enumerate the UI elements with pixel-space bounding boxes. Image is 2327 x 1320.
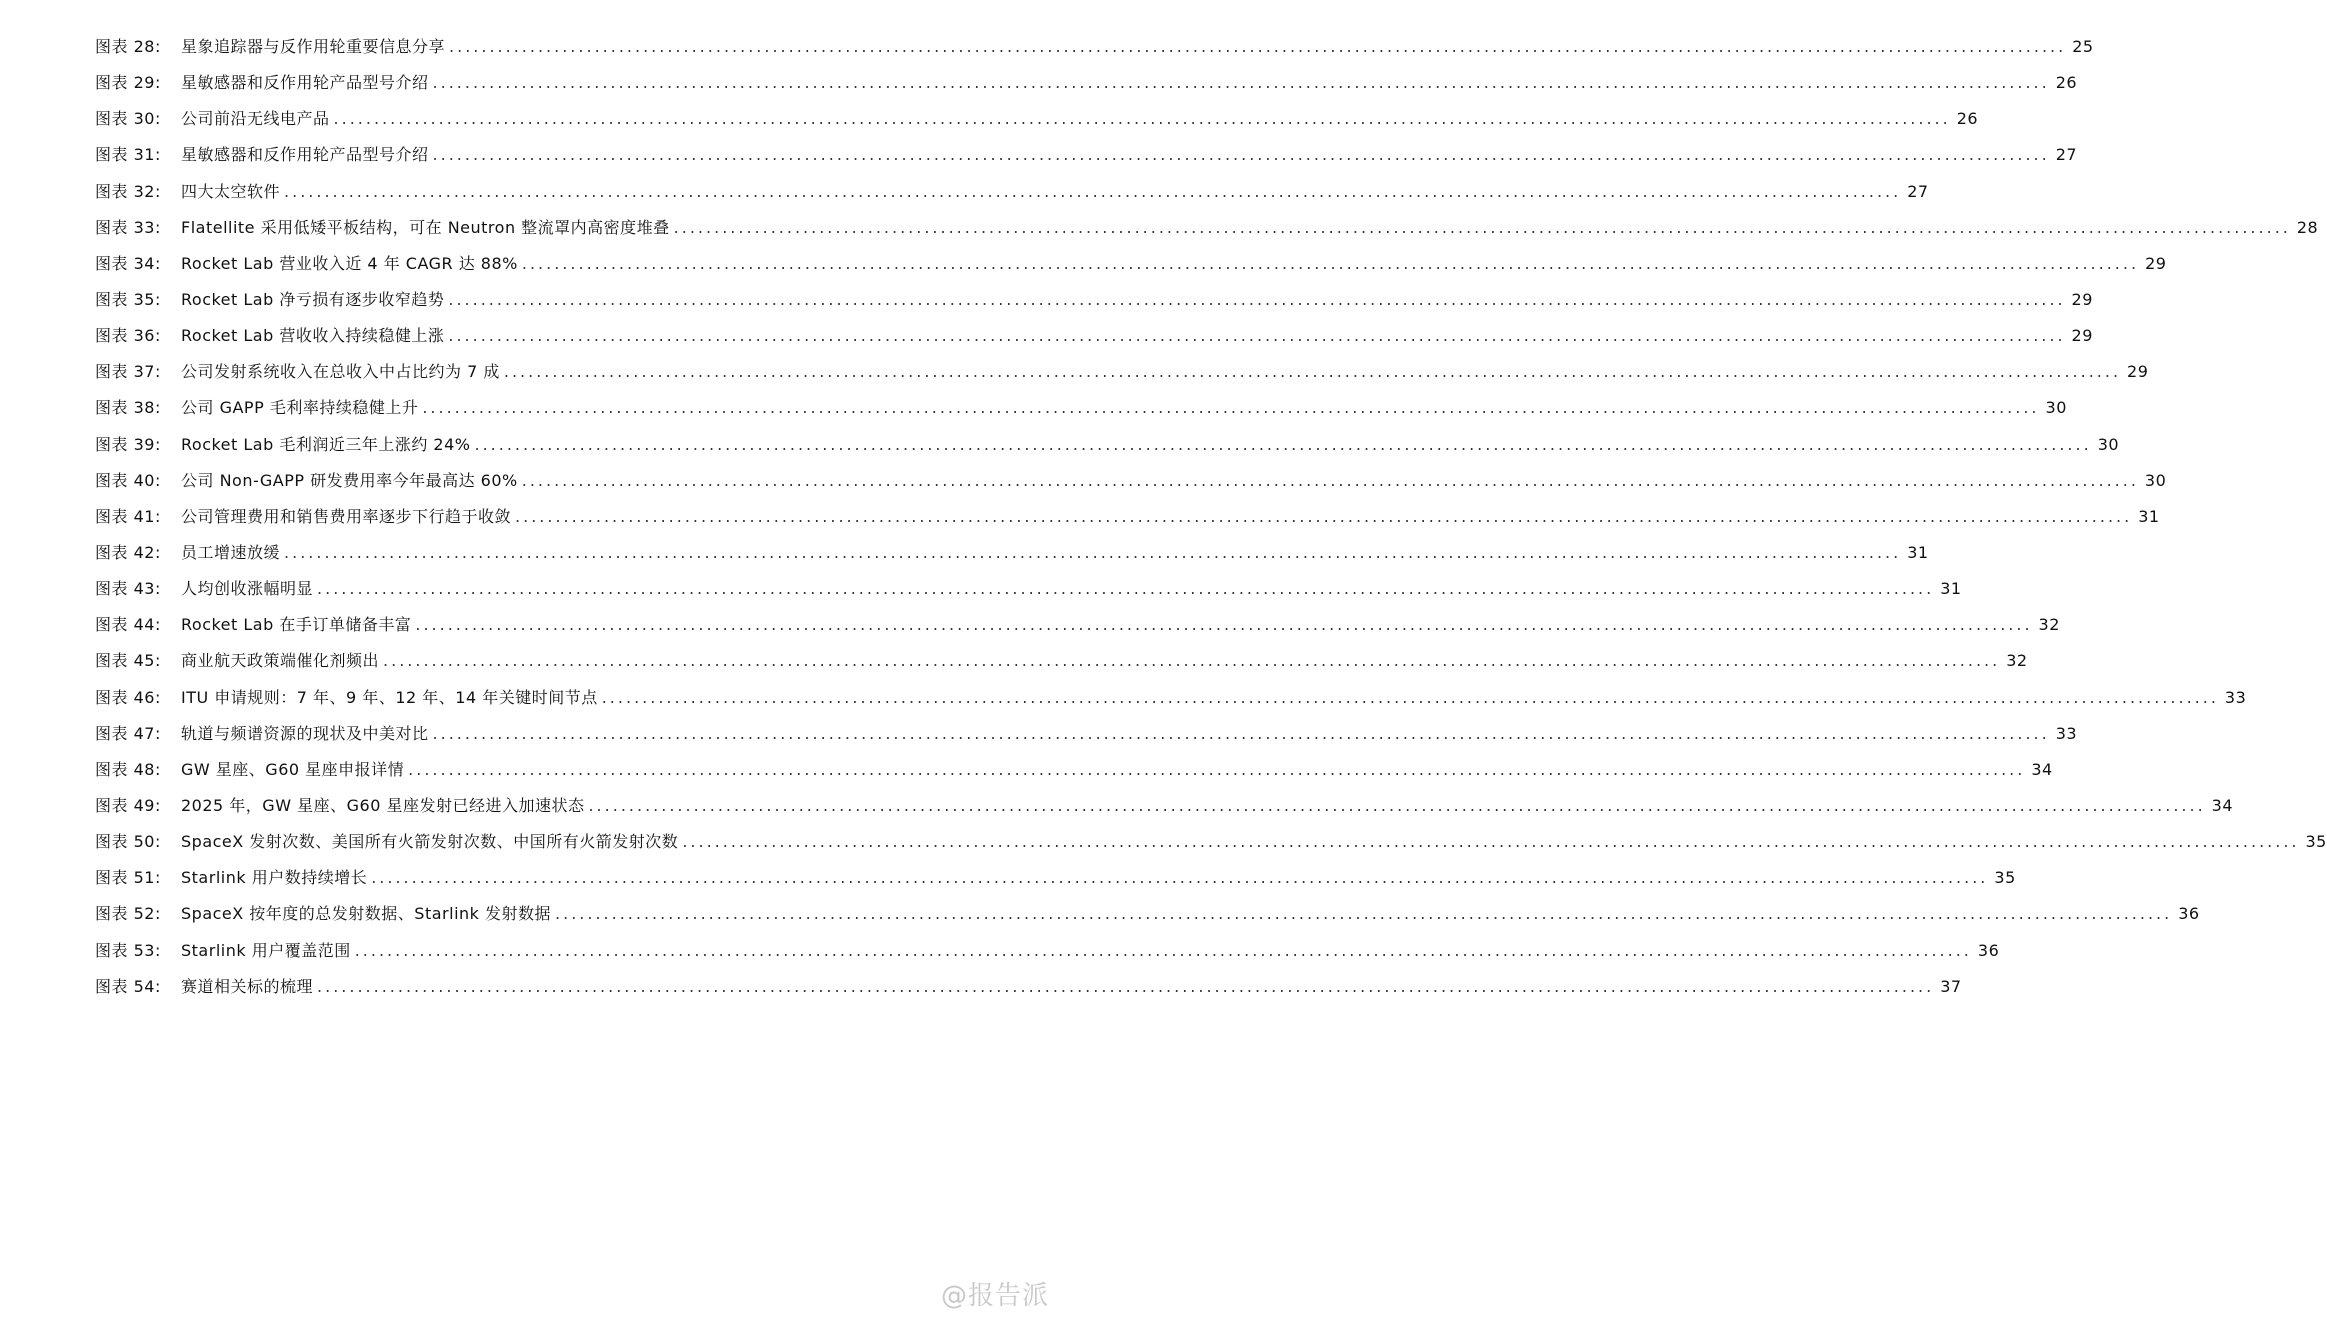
- toc-entry[interactable]: [95, 463, 2167, 499]
- toc-entry-label: 图表 31:: [95, 145, 161, 165]
- toc-entry-title: 公司管理费用和销售费用率逐步下行趋于收敛: [181, 506, 512, 526]
- toc-entry-page: 35: [2305, 832, 2327, 852]
- toc-entry-title: Flatellite 采用低矮平板结构，可在 Neutron 整流罩内高密度堆叠: [181, 217, 670, 237]
- toc-entry-page: 36: [2178, 904, 2200, 924]
- toc-entry[interactable]: [95, 643, 2028, 679]
- toc-dot-leader: ........................................................................................................................................................................................................: [284, 542, 1902, 562]
- toc-entry[interactable]: [95, 933, 2000, 969]
- toc-entry-title: 商业航天政策端催化剂频出: [181, 651, 380, 671]
- toc-entry-label: 图表 47:: [95, 723, 161, 743]
- toc-dot-leader: ........................................................................................................................................................................................................: [371, 868, 1989, 888]
- toc-entry-label: 图表 51:: [95, 868, 161, 888]
- toc-entry-page: 27: [1907, 181, 1929, 201]
- toc-entry-title: Rocket Lab 营收收入持续稳健上涨: [181, 326, 445, 346]
- toc-entry-label: 图表 33:: [95, 217, 161, 237]
- toc-entry-page: 25: [2072, 37, 2094, 56]
- toc-entry[interactable]: [95, 824, 2327, 860]
- toc-entry-title: Rocket Lab 在手订单储备丰富: [181, 615, 412, 635]
- toc-entry-label: 图表 53:: [95, 940, 161, 960]
- toc-entry-title: SpaceX 按年度的总发射数据、Starlink 发射数据: [181, 904, 552, 924]
- toc-entry-title: 赛道相关标的梳理: [181, 976, 314, 996]
- toc-dot-leader: ........................................................................................................................................................................................................: [354, 940, 1972, 960]
- toc-dot-leader: ........................................................................................................................................................................................................: [408, 759, 2026, 779]
- toc-entry-label: 图表 37:: [95, 362, 161, 382]
- toc-entry-page: 34: [2211, 795, 2234, 815]
- toc-entry-page: 35: [1994, 868, 2016, 888]
- toc-entry-page: 31: [2138, 506, 2160, 526]
- toc-entry-title: 星敏感器和反作用轮产品型号介绍: [181, 73, 429, 93]
- toc-dot-leader: ........................................................................................................................................................................................................: [333, 109, 1951, 129]
- toc-entry[interactable]: [95, 101, 1979, 137]
- toc-entry-page: 30: [2144, 470, 2167, 490]
- toc-entry[interactable]: [95, 571, 1962, 607]
- toc-entry-title: 公司 Non-GAPP 研发费用率今年最高达 60%: [181, 470, 518, 490]
- toc-entry-page: 29: [2071, 326, 2093, 346]
- toc-entry-page: 26: [2055, 73, 2078, 93]
- toc-dot-leader: ........................................................................................................................................................................................................: [422, 398, 2040, 418]
- toc-entry-label: 图表 44:: [95, 615, 161, 635]
- toc-entry-title: 星敏感器和反作用轮产品型号介绍: [181, 145, 429, 165]
- toc-dot-leader: ........................................................................................................................................................................................................: [521, 253, 2140, 273]
- toc-entry-page: 26: [1956, 109, 1979, 129]
- toc-entry[interactable]: [95, 65, 2078, 101]
- toc-entry[interactable]: [95, 174, 1929, 210]
- toc-entry-label: 图表 28:: [95, 37, 161, 56]
- toc-entry-label: 图表 43:: [95, 579, 161, 599]
- toc-entry-title: Rocket Lab 净亏损有逐步收窄趋势: [181, 289, 445, 309]
- toc-entry-title: Starlink 用户数持续增长: [181, 868, 368, 888]
- toc-entry-label: 图表 52:: [95, 904, 161, 924]
- toc-entry-title: 四大太空软件: [181, 181, 281, 201]
- toc-dot-leader: ........................................................................................................................................................................................................: [383, 651, 2001, 671]
- toc-entry-page: 34: [2031, 759, 2053, 779]
- toc-entry[interactable]: [95, 716, 2078, 752]
- toc-entry-label: 图表 45:: [95, 651, 161, 671]
- toc-entry-title: Rocket Lab 毛利润近三年上涨约 24%: [181, 434, 471, 454]
- toc-entry[interactable]: [95, 969, 1962, 1005]
- toc-entry-page: 31: [1940, 579, 1962, 599]
- toc-entry-title: GW 星座、G60 星座申报详情: [181, 759, 405, 779]
- toc-entry-label: 图表 32:: [95, 181, 161, 201]
- toc-entry-label: 图表 39:: [95, 434, 161, 454]
- toc-entry-label: 图表 29:: [95, 73, 161, 93]
- toc-entry[interactable]: [95, 499, 2160, 535]
- toc-entry-page: 32: [2006, 651, 2028, 671]
- toc-dot-leader: ........................................................................................................................................................................................................: [588, 795, 2206, 815]
- toc-entry-page: 28: [2296, 217, 2319, 237]
- toc-dot-leader: ........................................................................................................................................................................................................: [601, 687, 2219, 707]
- toc-dot-leader: ........................................................................................................................................................................................................: [521, 470, 2139, 490]
- toc-entry[interactable]: [95, 318, 2093, 354]
- toc-entry[interactable]: [95, 354, 2149, 390]
- toc-entry-label: 图表 42:: [95, 542, 161, 562]
- toc-entry-page: 31: [1907, 542, 1929, 562]
- toc-entry-label: 图表 38:: [95, 398, 161, 418]
- toc-entry-title: 轨道与频谱资源的现状及中美对比: [181, 723, 429, 743]
- toc-entry[interactable]: [95, 210, 2319, 246]
- toc-entry-title: 人均创收涨幅明显: [181, 579, 314, 599]
- toc-entry-title: 公司发射系统收入在总收入中占比约为 7 成: [181, 362, 500, 382]
- toc-entry-label: 图表 41:: [95, 506, 161, 526]
- toc-dot-leader: ........................................................................................................................................................................................................: [673, 217, 2291, 237]
- toc-entry-page: 33: [2055, 723, 2078, 743]
- toc-dot-leader: ........................................................................................................................................................................................................: [317, 976, 1935, 996]
- toc-dot-leader: ........................................................................................................................................................................................................: [449, 37, 2067, 56]
- toc-dot-leader: ........................................................................................................................................................................................................: [448, 326, 2066, 346]
- toc-entry-title: ITU 申请规则：7 年、9 年、12 年、14 年关键时间节点: [181, 687, 598, 707]
- toc-entry[interactable]: [95, 427, 2120, 463]
- toc-entry-page: 33: [2224, 687, 2247, 707]
- toc-entry-label: 图表 49:: [95, 795, 161, 815]
- toc-entry[interactable]: [95, 535, 1929, 571]
- toc-entry-label: 图表 34:: [95, 253, 161, 273]
- toc-dot-leader: ........................................................................................................................................................................................................: [515, 506, 2133, 526]
- toc-dot-leader: ........................................................................................................................................................................................................: [503, 362, 2122, 382]
- toc-dot-leader: ........................................................................................................................................................................................................: [415, 615, 2033, 635]
- toc-dot-leader: ........................................................................................................................................................................................................: [284, 181, 1902, 201]
- toc-entry-title: 2025 年，GW 星座、G60 星座发射已经进入加速状态: [181, 795, 585, 815]
- toc-entry[interactable]: [95, 29, 2094, 65]
- toc-entry[interactable]: [95, 752, 2053, 788]
- toc-entry-label: 图表 50:: [95, 832, 161, 852]
- toc-dot-leader: ........................................................................................................................................................................................................: [432, 73, 2050, 93]
- toc-entry[interactable]: [95, 607, 2060, 643]
- toc-entry-title: SpaceX 发射次数、美国所有火箭发射次数、中国所有火箭发射次数: [181, 832, 679, 852]
- watermark: @报告派: [940, 1281, 1049, 1311]
- toc-entry-label: 图表 35:: [95, 289, 161, 309]
- toc-entry-page: 30: [2045, 398, 2067, 418]
- toc-entry[interactable]: [95, 680, 2247, 716]
- toc-dot-leader: ........................................................................................................................................................................................................: [555, 904, 2173, 924]
- toc-entry-page: 32: [2038, 615, 2060, 635]
- toc-entry[interactable]: [95, 896, 2200, 932]
- toc-entry-title: 员工增速放缓: [181, 542, 281, 562]
- toc-entry-title: Starlink 用户覆盖范围: [181, 940, 351, 960]
- toc-entry[interactable]: [95, 282, 2093, 318]
- toc-entry-label: 图表 36:: [95, 326, 161, 346]
- toc-entry-label: 图表 48:: [95, 759, 161, 779]
- toc-entry-label: 图表 54:: [95, 976, 161, 996]
- toc-entry-title: Rocket Lab 营业收入近 4 年 CAGR 达 88%: [181, 253, 518, 273]
- toc-entry-page: 29: [2127, 362, 2149, 382]
- toc-entry[interactable]: [95, 137, 2078, 173]
- toc-entry-page: 27: [2055, 145, 2078, 165]
- toc-entry[interactable]: [95, 788, 2234, 824]
- toc-entry-title: 公司 GAPP 毛利率持续稳健上升: [181, 398, 419, 418]
- toc-entry-page: 29: [2071, 289, 2093, 309]
- toc-entry-label: 图表 40:: [95, 470, 161, 490]
- toc-entry-label: 图表 30:: [95, 109, 161, 129]
- toc-dot-leader: ........................................................................................................................................................................................................: [474, 434, 2092, 454]
- toc-entry[interactable]: [95, 390, 2067, 426]
- toc-entry-title: 星象追踪器与反作用轮重要信息分享: [181, 37, 446, 56]
- toc-entry-page: 30: [2097, 434, 2120, 454]
- toc-dot-leader: ........................................................................................................................................................................................................: [432, 723, 2050, 743]
- toc-dot-leader: ........................................................................................................................................................................................................: [432, 145, 2050, 165]
- toc-dot-leader: ........................................................................................................................................................................................................: [448, 289, 2066, 309]
- toc-entry-title: 公司前沿无线电产品: [181, 109, 330, 129]
- toc-dot-leader: ........................................................................................................................................................................................................: [682, 832, 2300, 852]
- toc-entry-page: 36: [1977, 940, 2000, 960]
- table-of-figures: [95, 29, 2327, 1005]
- toc-entry-page: 29: [2145, 253, 2167, 273]
- toc-entry-label: 图表 46:: [95, 687, 161, 707]
- toc-entry[interactable]: [95, 860, 2016, 896]
- toc-entry-page: 37: [1940, 976, 1962, 996]
- toc-dot-leader: ........................................................................................................................................................................................................: [317, 579, 1935, 599]
- toc-entry[interactable]: [95, 246, 2167, 282]
